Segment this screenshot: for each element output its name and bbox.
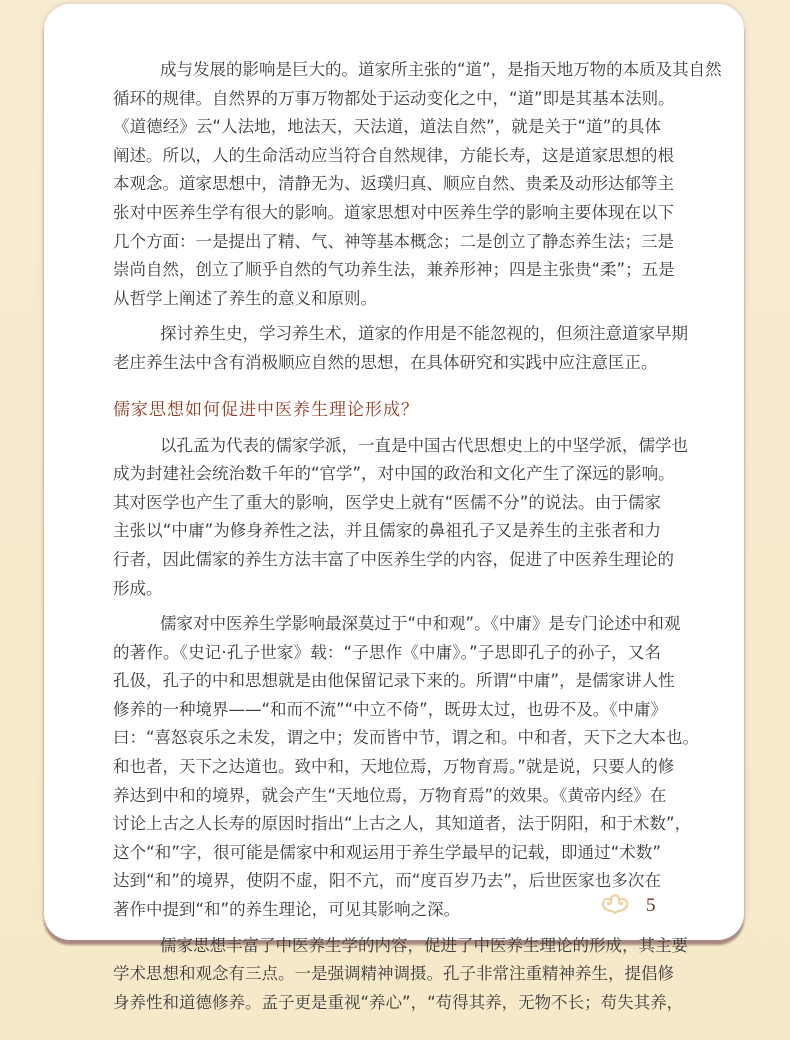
text-line: 行者，因此儒家的养生方法丰富了中医养生学的内容，促进了中医养生理论的: [113, 549, 674, 569]
text-section-daoism: [113, 56, 722, 378]
text-section-confucianism: [113, 432, 700, 1018]
text-line: 其对医学也产生了重大的影响，医学史上就有“医儒不分”的说法。由于儒家: [113, 492, 661, 512]
text-line: 本观念。道家思想中，清静无为、返璞归真、顺应自然、贵柔及动形达郁等主: [113, 174, 674, 194]
page-footer: [600, 893, 656, 919]
paragraph: [113, 432, 688, 604]
text-line: 儒家对中医养生学影响最深莫过于“中和观”。《中庸》是专门论述中和观: [160, 614, 681, 634]
text-line: 循环的规律。自然界的万事万物都处于运动变化之中，“道”即是其基本法则。: [113, 88, 675, 108]
text-line: 以孔孟为代表的儒家学派，一直是中国古代思想史上的中坚学派，儒学也: [160, 435, 688, 455]
text-line: 曰：“喜怒哀乐之未发，谓之中；发而皆中节，谓之和。中和者，天下之大本也。: [113, 728, 700, 748]
text-line: 养达到中和的境界，就会产生“天地位焉，万物育焉”的效果。《黄帝内经》在: [113, 785, 667, 805]
paragraph: [113, 320, 688, 377]
text-line: 老庄养生法中含有消极顺应自然的思想，在具体研究和实践中应注意匡正。: [113, 352, 658, 372]
paragraph: [113, 932, 688, 1018]
text-line: 的著作。《史记·孔子世家》载：“子思作《中庸》。”子思即孔子的孙子，又名: [113, 642, 661, 662]
text-line: 修养的一种境界——“和而不流”“中立不倚”，既毋太过，也毋不及。《中庸》: [113, 699, 667, 719]
text-line: 学术思想和观念有三点。一是强调精神调摄。孔子非常注重精神养生，提倡修: [113, 964, 674, 984]
text-line: 达到“和”的境界，使阴不虚，阳不亢，而“度百岁乃去”，后世医家也多次在: [113, 871, 661, 891]
text-line: 《道德经》云“人法地，地法天，天法道，道法自然”，就是关于“道”的具体: [113, 117, 661, 137]
text-line: 阐述。所以，人的生命活动应当符合自然规律，方能长寿，这是道家思想的根: [113, 145, 674, 165]
text-line: 从哲学上阐述了养生的意义和原则。: [113, 288, 377, 308]
text-line: 探讨养生史，学习养生术，道家的作用是不能忽视的，但须注意道家早期: [160, 324, 688, 344]
text-line: 著作中提到“和”的养生理论，可见其影响之深。: [113, 900, 461, 920]
text-line: 身养性和道德修养。孟子更是重视“养心”，“苟得其养，无物不长；苟失其养，: [113, 992, 684, 1012]
text-line: 形成。: [113, 578, 163, 598]
text-line: 崇尚自然，创立了顺乎自然的气功养生法，兼养形神；四是主张贵“柔”；五是: [113, 260, 675, 280]
text-line: 讨论上古之人长寿的原因时指出“上古之人，其知道者，法于阴阳，和于术数”，: [113, 814, 692, 834]
paragraph: [113, 610, 700, 925]
auspicious-cloud-icon: [600, 893, 630, 919]
text-line: 几个方面：一是提出了精、气、神等基本概念；二是创立了静态养生法；三是: [113, 231, 674, 251]
section-heading: 儒家思想如何促进中医养生理论形成？: [113, 399, 419, 420]
text-line: 孔伋，孔子的中和思想就是由他保留记录下来的。所谓“中庸”，是儒家讲人性: [113, 671, 675, 691]
page-number: 5: [646, 895, 656, 916]
page-content: [113, 56, 722, 1024]
paragraph: [113, 56, 722, 313]
text-line: 成与发展的影响是巨大的。道家所主张的“道”，是指天地万物的本质及其自然: [160, 60, 722, 79]
text-line: 和也者，天下之达道也。致中和，天地位焉，万物育焉。”就是说，只要人的修: [113, 757, 675, 777]
text-line: 张对中医养生学有很大的影响。道家思想对中医养生学的影响主要体现在以下: [113, 202, 674, 222]
text-line: 儒家思想丰富了中医养生学的内容，促进了中医养生理论的形成，其主要: [160, 935, 688, 955]
text-line: 这个“和”字，很可能是儒家中和观运用于养生学最早的记载，即通过“术数”: [113, 842, 661, 862]
text-line: 主张以“中庸”为修身养性之法，并且儒家的鼻祖孔子又是养生的主张者和力: [113, 521, 661, 541]
text-line: 成为封建社会统治数千年的“官学”，对中国的政治和文化产生了深远的影响。: [113, 464, 675, 484]
